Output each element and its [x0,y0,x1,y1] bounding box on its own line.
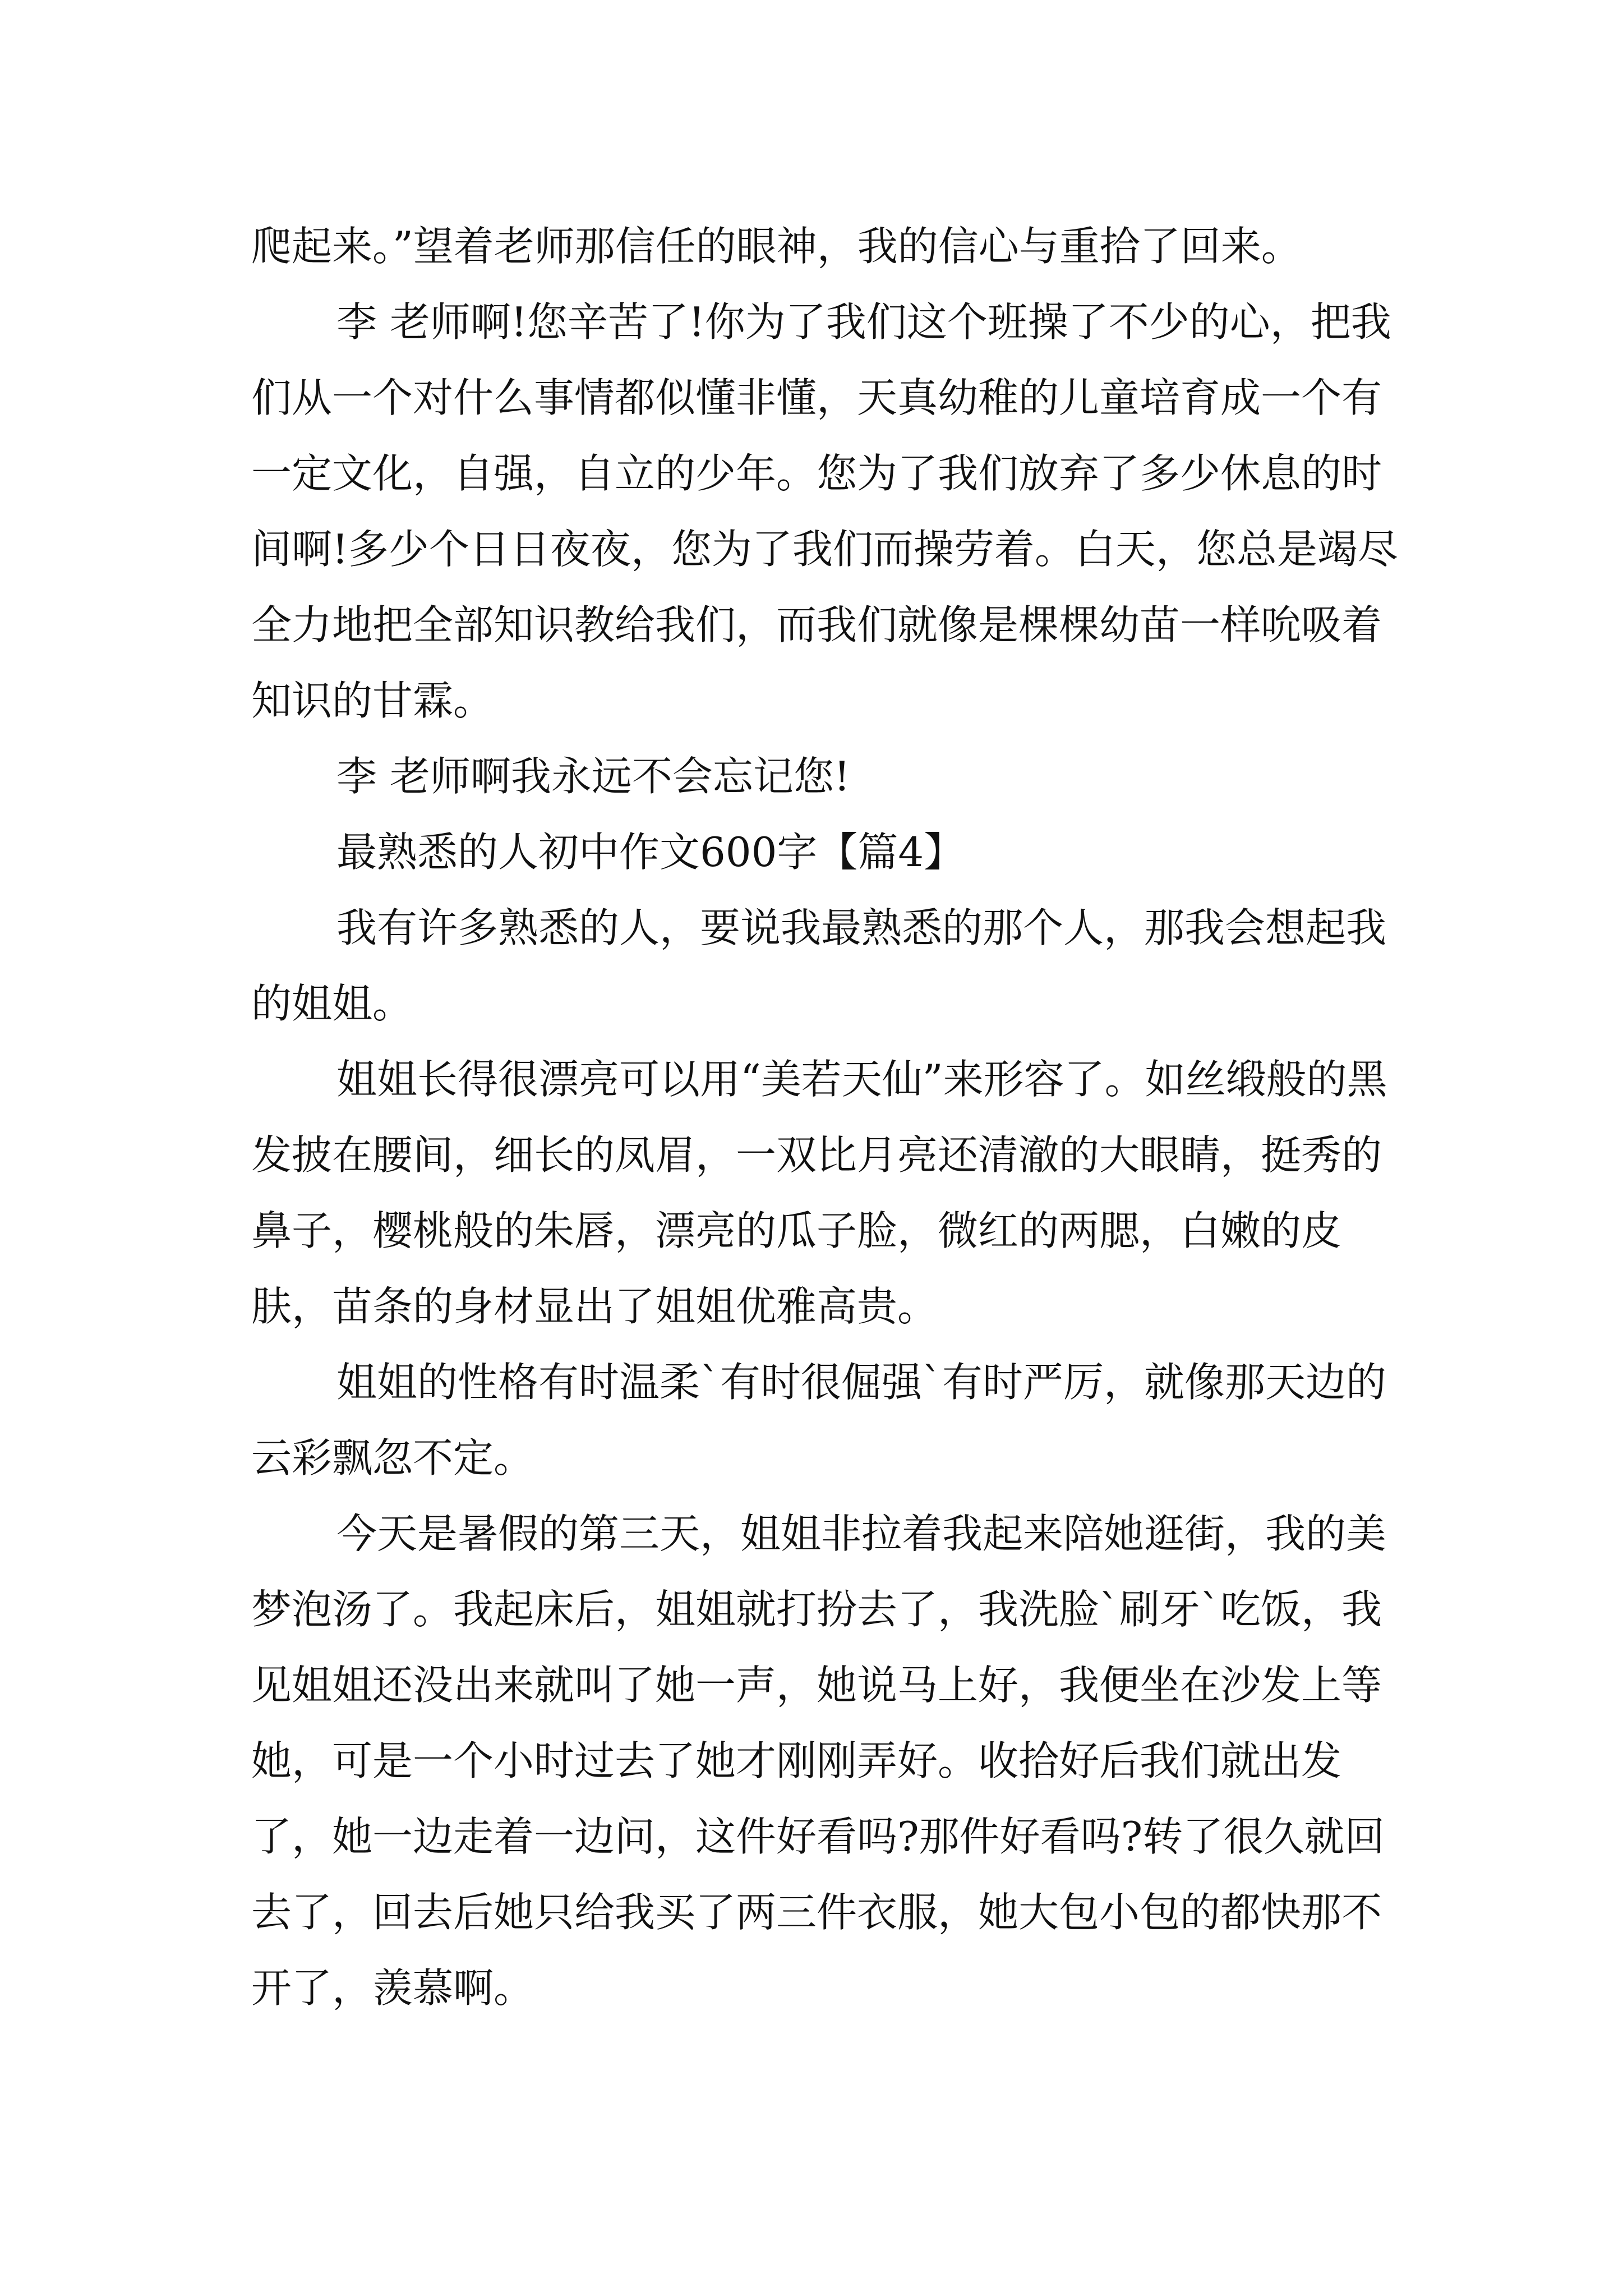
document-body [251,209,1401,2026]
paragraph-3: 李 老师啊我永远不会忘记您! [336,753,850,800]
paragraph-7: 姐姐的性格有时温柔`有时很倔强`有时严厉，就像那天边的云彩飘忽不定。 [251,1359,1387,1481]
paragraph-8: 今天是暑假的第三天，姐姐非拉着我起来陪她逛街，我的美梦泡汤了。我起床后，姐姐就打扮去了，我洗脸`刷牙`吃饭，我见姐姐还没出来就叫了她一声，她说马上好，我便坐在沙发上等她，可是一个小时过去了她才刚刚弄好。收拾好后我们就出发了，她一边走着一边问，这件好看吗?那件好看吗?转了很久就回去了，回去后她只给我买了两三件衣服，她大包小包的都快那不开了，羡慕啊。 [251,1510,1387,2012]
paragraph-1: 爬起来。”望着老师那信任的眼神，我的信心与重拾了回来。 [251,223,1302,270]
paragraph-6: 姐姐长得很漂亮可以用“美若天仙”来形容了。如丝缎般的黑发披在腰间，细长的凤眉，一双比月亮还清澈的大眼睛，挺秀的鼻子，樱桃般的朱唇，漂亮的瓜子脸，微红的两腮，白嫩的皮肤，苗条的身材显出了姐姐优雅高贵。 [251,1056,1387,1330]
paragraph-2: 李 老师啊!您辛苦了!你为了我们这个班操了不少的心，把我们从一个对什么事情都似懂非懂，天真幼稚的儿童培育成一个有一定文化，自强，自立的少年。您为了我们放弃了多少休息的时间啊!多少个日日夜夜，您为了我们而操劳着。白天，您总是竭尽全力地把全部知识教给我们，而我们就像是棵棵幼苗一样吮吸着知识的甘霖。 [251,298,1398,724]
paragraph-5: 我有许多熟悉的人，要说我最熟悉的那个人，那我会想起我的姐姐。 [251,904,1387,1027]
section-heading: 最熟悉的人初中作文600字【篇4】 [336,829,965,876]
